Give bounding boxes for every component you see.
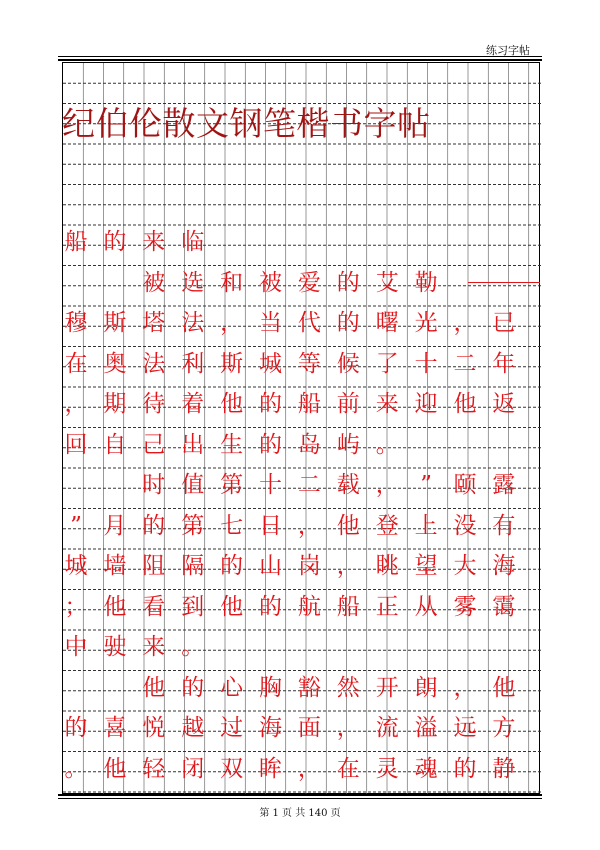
practice-char: 他 bbox=[492, 674, 516, 701]
practice-char: 期 bbox=[103, 391, 127, 417]
practice-char: 二 bbox=[453, 350, 477, 377]
header-label: 练习字帖 bbox=[486, 44, 530, 57]
practice-char: 。 bbox=[181, 634, 205, 660]
practice-char: 己 bbox=[142, 431, 166, 458]
practice-char: 然 bbox=[336, 674, 360, 701]
practice-char: 时 bbox=[142, 472, 166, 498]
practice-char: 的 bbox=[259, 391, 282, 417]
practice-char: 霭 bbox=[492, 593, 516, 620]
practice-char: ， bbox=[336, 715, 360, 741]
practice-char: 当 bbox=[259, 310, 282, 336]
practice-char: 岗 bbox=[297, 553, 321, 579]
practice-char: 喜 bbox=[103, 715, 127, 741]
practice-char: 待 bbox=[142, 391, 166, 417]
practice-char: 双 bbox=[220, 755, 244, 782]
text-line bbox=[62, 711, 540, 745]
practice-char: 面 bbox=[297, 715, 321, 741]
practice-char: 他 bbox=[453, 391, 477, 417]
practice-char: 塔 bbox=[142, 310, 166, 336]
practice-char: 第 bbox=[220, 472, 244, 498]
practice-char: 露 bbox=[492, 472, 516, 498]
practice-char: 他 bbox=[103, 593, 127, 620]
practice-char: 魂 bbox=[414, 755, 438, 782]
practice-char: 正 bbox=[375, 593, 399, 620]
practice-char: 中 bbox=[64, 634, 88, 660]
footer-rule-bold bbox=[58, 794, 542, 796]
practice-char: 有 bbox=[492, 512, 516, 539]
practice-char: 岛 bbox=[297, 431, 321, 458]
practice-char: 生 bbox=[220, 431, 244, 458]
practice-char: 代 bbox=[297, 310, 321, 336]
practice-char: 着 bbox=[181, 391, 205, 417]
page-title: 纪伯伦散文钢笔楷书字帖 bbox=[62, 104, 431, 143]
text-line bbox=[62, 428, 540, 462]
text-line bbox=[62, 509, 540, 543]
practice-char: 的 bbox=[259, 431, 282, 458]
practice-char: 曙 bbox=[375, 310, 399, 336]
text-line bbox=[62, 468, 540, 502]
practice-char: 七 bbox=[220, 512, 244, 539]
practice-char: 登 bbox=[375, 512, 399, 539]
practice-char: 候 bbox=[336, 350, 360, 377]
practice-char: 已 bbox=[492, 310, 516, 336]
practice-char: 上 bbox=[414, 512, 438, 539]
text-line bbox=[62, 752, 540, 786]
practice-char: 闭 bbox=[181, 755, 205, 782]
practice-char: 月 bbox=[103, 512, 127, 539]
practice-char: 心 bbox=[220, 674, 244, 701]
practice-char: ， bbox=[375, 472, 399, 498]
practice-char: 船 bbox=[297, 391, 321, 417]
practice-char: 值 bbox=[181, 472, 205, 498]
practice-char: 海 bbox=[492, 553, 516, 579]
practice-char: 出 bbox=[181, 431, 205, 458]
practice-char: 溢 bbox=[414, 715, 438, 741]
practice-char: 的 bbox=[142, 512, 166, 539]
text-line bbox=[62, 387, 540, 421]
practice-char: 的 bbox=[259, 593, 282, 620]
practice-char: 的 bbox=[453, 755, 477, 782]
practice-char: 屿 bbox=[336, 431, 360, 458]
practice-char: 十 bbox=[259, 472, 282, 498]
practice-char: 临 bbox=[181, 229, 205, 255]
practice-char: 的 bbox=[103, 229, 127, 255]
practice-char: 城 bbox=[259, 350, 282, 377]
header-rule bbox=[58, 56, 542, 57]
practice-char: 雾 bbox=[453, 593, 477, 620]
practice-char: ” bbox=[420, 472, 432, 498]
practice-char: 胸 bbox=[259, 674, 282, 701]
practice-char: ， bbox=[336, 553, 360, 579]
practice-char: 海 bbox=[259, 715, 282, 741]
header-rule-bold bbox=[58, 59, 542, 61]
practice-char: 斯 bbox=[220, 350, 244, 377]
practice-char: 第 bbox=[181, 512, 205, 539]
practice-char: 看 bbox=[142, 593, 166, 620]
practice-char: 。 bbox=[64, 755, 88, 782]
practice-char: 回 bbox=[64, 431, 88, 458]
practice-char: 前 bbox=[336, 391, 360, 417]
practice-char: 轻 bbox=[142, 755, 166, 782]
practice-char: 迎 bbox=[414, 391, 438, 417]
practice-char: 穆 bbox=[64, 310, 88, 336]
practice-char: 来 bbox=[375, 391, 399, 417]
practice-char: 方 bbox=[492, 715, 516, 741]
practice-char: 的 bbox=[336, 310, 360, 336]
practice-char: 自 bbox=[103, 431, 127, 458]
text-line bbox=[62, 630, 540, 664]
page-footer: 第 1 页 共 140 页 bbox=[259, 808, 341, 819]
practice-char: ， bbox=[297, 755, 321, 782]
practice-char: 来 bbox=[142, 634, 166, 660]
text-line bbox=[62, 225, 540, 259]
practice-char: 静 bbox=[492, 755, 516, 782]
text-line bbox=[62, 590, 540, 624]
practice-char: 的 bbox=[181, 674, 205, 701]
practice-char: 悦 bbox=[142, 715, 166, 741]
practice-char: 斯 bbox=[103, 310, 127, 336]
practice-char: 来 bbox=[142, 229, 166, 255]
practice-char: 流 bbox=[375, 715, 399, 741]
practice-char: ， bbox=[453, 310, 477, 336]
practice-char: 的 bbox=[336, 269, 360, 296]
practice-char: 没 bbox=[453, 512, 477, 539]
text-line bbox=[62, 549, 540, 583]
practice-char: ” bbox=[70, 512, 82, 539]
practice-char: 了 bbox=[375, 350, 399, 377]
practice-char: 他 bbox=[220, 391, 244, 417]
practice-char: ， bbox=[297, 512, 321, 539]
practice-char: 阻 bbox=[142, 553, 166, 579]
practice-char: 在 bbox=[336, 755, 360, 782]
practice-char: 年 bbox=[492, 350, 516, 377]
em-dash bbox=[468, 282, 540, 283]
practice-char: ； bbox=[64, 593, 88, 620]
practice-char: 他 bbox=[336, 512, 360, 539]
practice-char: 灵 bbox=[375, 755, 399, 782]
practice-char: 十 bbox=[414, 350, 438, 377]
practice-char: 船 bbox=[336, 593, 360, 620]
practice-char: 等 bbox=[297, 350, 321, 377]
practice-char: 眸 bbox=[259, 755, 282, 782]
text-line bbox=[62, 306, 540, 340]
practice-char: 开 bbox=[375, 674, 399, 701]
practice-char: 墙 bbox=[103, 553, 127, 579]
practice-char: 航 bbox=[297, 593, 321, 620]
practice-char: 勒 bbox=[414, 269, 438, 296]
text-line bbox=[62, 266, 540, 300]
practice-char: 过 bbox=[220, 715, 244, 741]
practice-char: ， bbox=[220, 310, 244, 336]
practice-char: 他 bbox=[103, 755, 127, 782]
practice-char: 的 bbox=[220, 553, 244, 579]
practice-char: 和 bbox=[220, 269, 244, 296]
practice-char: 望 bbox=[414, 553, 438, 579]
practice-char: 他 bbox=[220, 593, 244, 620]
text-line bbox=[62, 347, 540, 381]
practice-char: 山 bbox=[259, 553, 282, 579]
footer-rule bbox=[58, 798, 542, 799]
practice-char: 艾 bbox=[375, 269, 399, 296]
practice-char: 选 bbox=[181, 269, 205, 296]
practice-char: 载 bbox=[336, 472, 360, 498]
practice-char: 他 bbox=[142, 674, 166, 701]
practice-char: 返 bbox=[492, 391, 516, 417]
practice-char: 驶 bbox=[103, 634, 127, 660]
practice-char: 的 bbox=[64, 715, 88, 741]
practice-char: 大 bbox=[453, 553, 477, 579]
practice-char: 被 bbox=[259, 269, 282, 296]
practice-char: 利 bbox=[181, 350, 205, 377]
practice-char: 颐 bbox=[453, 472, 477, 498]
practice-char: 到 bbox=[181, 593, 205, 620]
practice-char: 爱 bbox=[297, 269, 321, 296]
practice-char: 光 bbox=[414, 310, 438, 336]
practice-char: 越 bbox=[181, 715, 205, 741]
practice-char: 。 bbox=[375, 431, 399, 458]
practice-char: 被 bbox=[142, 269, 166, 296]
practice-char: 法 bbox=[142, 350, 166, 377]
text-line bbox=[62, 671, 540, 705]
practice-char: 奥 bbox=[103, 350, 127, 377]
practice-char: 远 bbox=[453, 715, 477, 741]
practice-char: 从 bbox=[414, 593, 438, 620]
practice-char: 朗 bbox=[414, 674, 438, 701]
practice-char: 眺 bbox=[375, 553, 399, 579]
practice-char: 在 bbox=[64, 350, 88, 377]
practice-char: 二 bbox=[297, 472, 321, 498]
practice-char: 船 bbox=[64, 229, 88, 255]
practice-char: ， bbox=[453, 674, 477, 701]
practice-char: 豁 bbox=[297, 674, 321, 701]
practice-char: 城 bbox=[64, 553, 88, 579]
practice-char: 法 bbox=[181, 310, 205, 336]
practice-char: 隔 bbox=[181, 553, 205, 579]
practice-char: 日 bbox=[259, 512, 282, 539]
practice-char: ， bbox=[64, 391, 88, 417]
